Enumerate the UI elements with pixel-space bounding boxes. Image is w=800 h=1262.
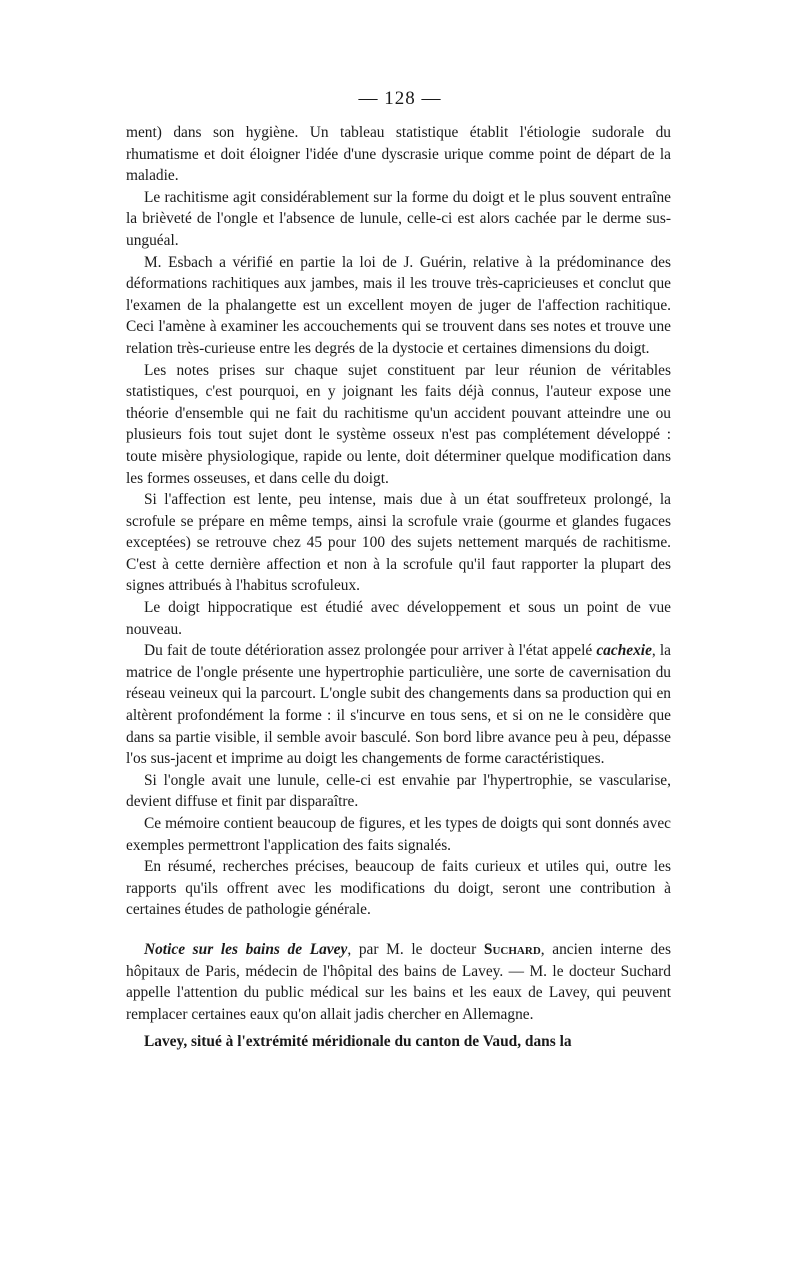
notice-author-name: Suchard <box>483 940 541 958</box>
paragraph-7-start: Du fait de toute détérioration assez prolongée pour arriver à l'état appelé <box>144 642 597 660</box>
last-paragraph: Lavey, situé à l'extrémité méridionale du canton de Vaud, dans la <box>144 1033 572 1051</box>
paragraph-4: Les notes prises sur chaque sujet constituent par leur réunion de véritables statistiques, c'est pourquoi, en y joignant les faits déjà connus, l'auteur expose une théorie d'ensemble qui ne fait du rachitisme qu'un accident pouvant atteindre une ou plusieurs fois tout sujet dont le système osseux n'est pas complétement développé : toute misère physiologique, rapide ou lente, doit déterminer quelque modification dans les formes osseuses, et dans celle du doigt. <box>126 361 671 487</box>
paragraph-10: En résumé, recherches précises, beaucoup de faits curieux et utiles qui, outre les rapports qu'ils offrent avec les modifications du doigt, seront une contribution à certaines études de pathologie générale. <box>126 858 671 919</box>
paragraph-5: Si l'affection est lente, peu intense, mais due à un état souffreteux prolongé, la scrofule se prépare en même temps, ainsi la scrofule vraie (gourme et glandes fugaces exceptées) se retrouve chez 45 pour 100 des sujets nettement marqués de rachitisme. C'est à cette dernière affection et non à la scrofule qu'il faut rapporter la plupart des signes attribués à l'habitus scrofuleux. <box>126 491 671 595</box>
paragraph-1: ment) dans son hygiène. Un tableau statistique établit l'étiologie sudorale du rhumatisme et doit éloigner l'idée d'une dyscrasie urique comme point de départ de la maladie. <box>126 124 671 185</box>
page-number: — 128 — <box>358 88 442 109</box>
notice-paragraph <box>126 939 671 1025</box>
paragraph-2: Le rachitisme agit considérablement sur la forme du doigt et le plus souvent entraîne la brièveté de l'ongle et l'absence de lunule, celle-ci est alors cachée par le derme sus-unguéal. <box>126 188 671 249</box>
paragraph-6: Le doigt hippocratique est étudié avec développement et sous un point de vue nouveau. <box>126 599 671 638</box>
paragraph-8: Si l'ongle avait une lunule, celle-ci est envahie par l'hypertrophie, se vascularise, devient diffuse et finit par disparaître. <box>126 771 671 811</box>
paragraph-9: Ce mémoire contient beaucoup de figures, et les types de doigts qui sont donnés avec exemples permettront l'application des faits signalés. <box>126 815 671 854</box>
paragraph-7-italic-term: cachexie <box>596 642 652 660</box>
notice-text-a: , par M. le docteur <box>347 940 484 958</box>
body-text <box>126 122 671 1053</box>
paragraph-7 <box>126 640 671 770</box>
paragraph-3: M. Esbach a vérifié en partie la loi de J. Guérin, relative à la prédominance des déformations rachitiques aux jambes, mais il les trouve très-capricieuses et conclut que l'examen de la phalangette est un excellent moyen de juger de l'affection rachitique. Ceci l'amène à examiner les accouchements qui se trouvent dans ses notes et trouve une relation très-curieuse entre les degrés de la dystocie et certaines dimensions du doigt. <box>126 253 671 357</box>
notice-title: Notice sur les bains de Lavey <box>144 940 348 958</box>
paragraph-7-end: , la matrice de l'ongle présente une hypertrophie particulière, une sorte de cavernisation du réseau veineux qui la parcourt. L'ongle subit des changements dans sa production qui en altèrent profondément la forme : il s'incurve en tous sens, et si on ne le considère que dans sa partie visible, il semble avoir basculé. Son bord libre avance peu à peu, dépasse l'os sus-jacent et imprime au doigt les changements de forme caractéristiques. <box>126 642 671 768</box>
notice-text-b: , ancien interne des hôpitaux de Paris, médecin de l'hôpital des bains de Lavey. — M. le docteur Suchard appelle l'attention du public médical sur les bains et les eaux de Lavey, qui peuvent remplacer certaines eaux qu'on allait jadis chercher en Allemagne. <box>126 940 672 1023</box>
